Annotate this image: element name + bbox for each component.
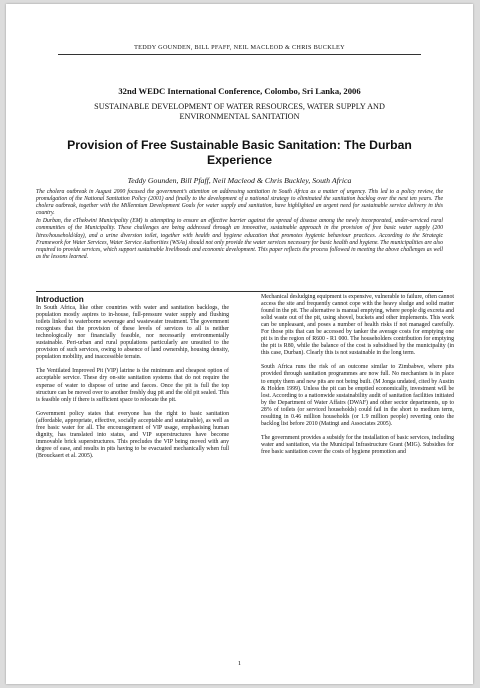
body-paragraph: Mechanical desludging equipment is expensive, vulnerable to failure, often cannot access the site and frequently cannot cope with the heavy sludge and solid matter found in the pit. The alternative is manual emptying, where people dig excreta and solid waste out of the pit, using shovel, buckets and other implements. This work can be unpleasant, and poses a number of health risks if not managed carefully. For those pits that can be accessed by tanker the average costs for emptying one pit is in the region of R600 - R1 000. The householders contribution for emptying the pit is R80, while the balance of the cost is subsidised by the municipality (in this case, Durban). Clearly this is not sustainable in the long term. [261,294,454,357]
paper-title: Provision of Free Sustainable Basic Sanitation: The Durban Experience [67,138,412,167]
conference-theme: SUSTAINABLE DEVELOPMENT OF WATER RESOURCES, WATER SUPPLY AND ENVIRONMENTAL SANITATION [94,102,385,121]
left-column [36,294,229,467]
body-paragraph: The Ventilated Improved Pit (VIP) latrine is the minimum and cheapest option of acceptable service. These dry on-site sanitation systems that do not require the expense of water to dispose of urine and faeces. Once the pit is full the top structure can be moved over to another freshly dug pit and the old pit sealed. This is feasible only if there is sufficient space to relocate the pit. [36,368,229,403]
body-paragraph: Government policy states that everyone has the right to basic sanitation (affordable, appropriate, effective, socially acceptable and sustainable), as well as free basic water for all. The encouragement of VIP usage, emphasising human dignity, has translated into status, and VIP superstructures have become immovable brick superstructures. This precludes the VIP being moved with any degree of ease, and results in pits having to be evacuated mechanically when full (Brouckaert et al. 2005). [36,410,229,459]
abstract-paragraph: The cholera outbreak in August 2000 focused the government’s attention on addressing sanitation in South Africa as a matter of urgency. This led to a policy review, the promulgation of the National Sanitation Policy (2001) and finally to the development of a national strategy to eliminated the sanitation backlog over the next ten years. The cholera outbreak, together with the Millennium Development Goals for water supply and sanitation, have highlighted an urgent need for sustainable service delivery in this country. [36,189,443,217]
body-paragraph: South Africa runs the risk of an outcome similar to Zimbabwe, where pits provided through sanitation programmes are now full. No mechanism is in place to empty them and new pits are not being built. (M Jonga undated, cited by Austin & Holden 1999). Unless the pit can be emptied economically, investment will be lost. According to a nationwide sustainability audit of sanitation facilities initiated by the Department of Water Affairs (DWAF) and other sector departments, up to 28% of toilets (or serviced households) could fail in the short to medium term, resulting in 0.46 million households (or 1.9 million people) reverting onto the backlog list before 2010 (Matingi and Associates 2005). [261,364,454,427]
paper-page [6,4,473,684]
conference-name: 32nd WEDC International Conference, Colombo, Sri Lanka, 2006 [118,86,361,96]
body-paragraph: The government provides a subsidy for the installation of basic services, including water and sanitation, via the Municipal Infrastructure Grant (MIG). Subsidies for free basic sanitation cover the costs of hygiene promotion and [261,434,454,455]
abstract [36,189,443,262]
body-paragraph: In South Africa, like other countries with water and sanitation backlogs, the population mostly aspires to in-house, full-pressure water supply and flushing toilets linked to waterborne sewerage and wastewater treatment. The government recognises that the provision of these levels of services to all is neither technologically nor financially feasible, nor necessarily environmentally sustainable. Peri-urban and rural populations particularly are unsuited to the provision of such services, owing to absence of land ownership, housing density, population mobility, and inaccessible terrain. [36,305,229,361]
abstract-paragraph: In Durban, the eThekwini Municipality (EM) is attempting to ensure an effective barrier against the spread of disease among the newly incorporated, under-serviced rural communities of the Municipality. These challenges are being addressed through an innovative, sustainable approach in the provision of free basic water supply (200 litres/household/day), and a urine diversion toilet, together with health and hygiene education that promotes hygienic behaviour practices. According to the Strategic Framework for Water Services, Water Service Authorities (WSAs) should not only provide the water services necessary for basic health and hygiene. The municipalities are also required to provide services, which support sustainable livelihoods and economic development. This paper reflects the process followed in meeting the above challenges as well as the lessons learned. [36,218,443,260]
author-line: Teddy Gounden, Bill Pfaff, Neil Macleod & Chris Buckley, South Africa [127,176,352,185]
header-rule [58,54,421,55]
page-number: 1 [237,660,242,667]
right-column [261,294,454,463]
section-heading: Introduction [36,295,84,304]
running-head: TEDDY GOUNDEN, BILL PFAFF, NEIL MACLEOD & CHRIS BUCKLEY [134,44,345,51]
abstract-rule [36,291,443,292]
